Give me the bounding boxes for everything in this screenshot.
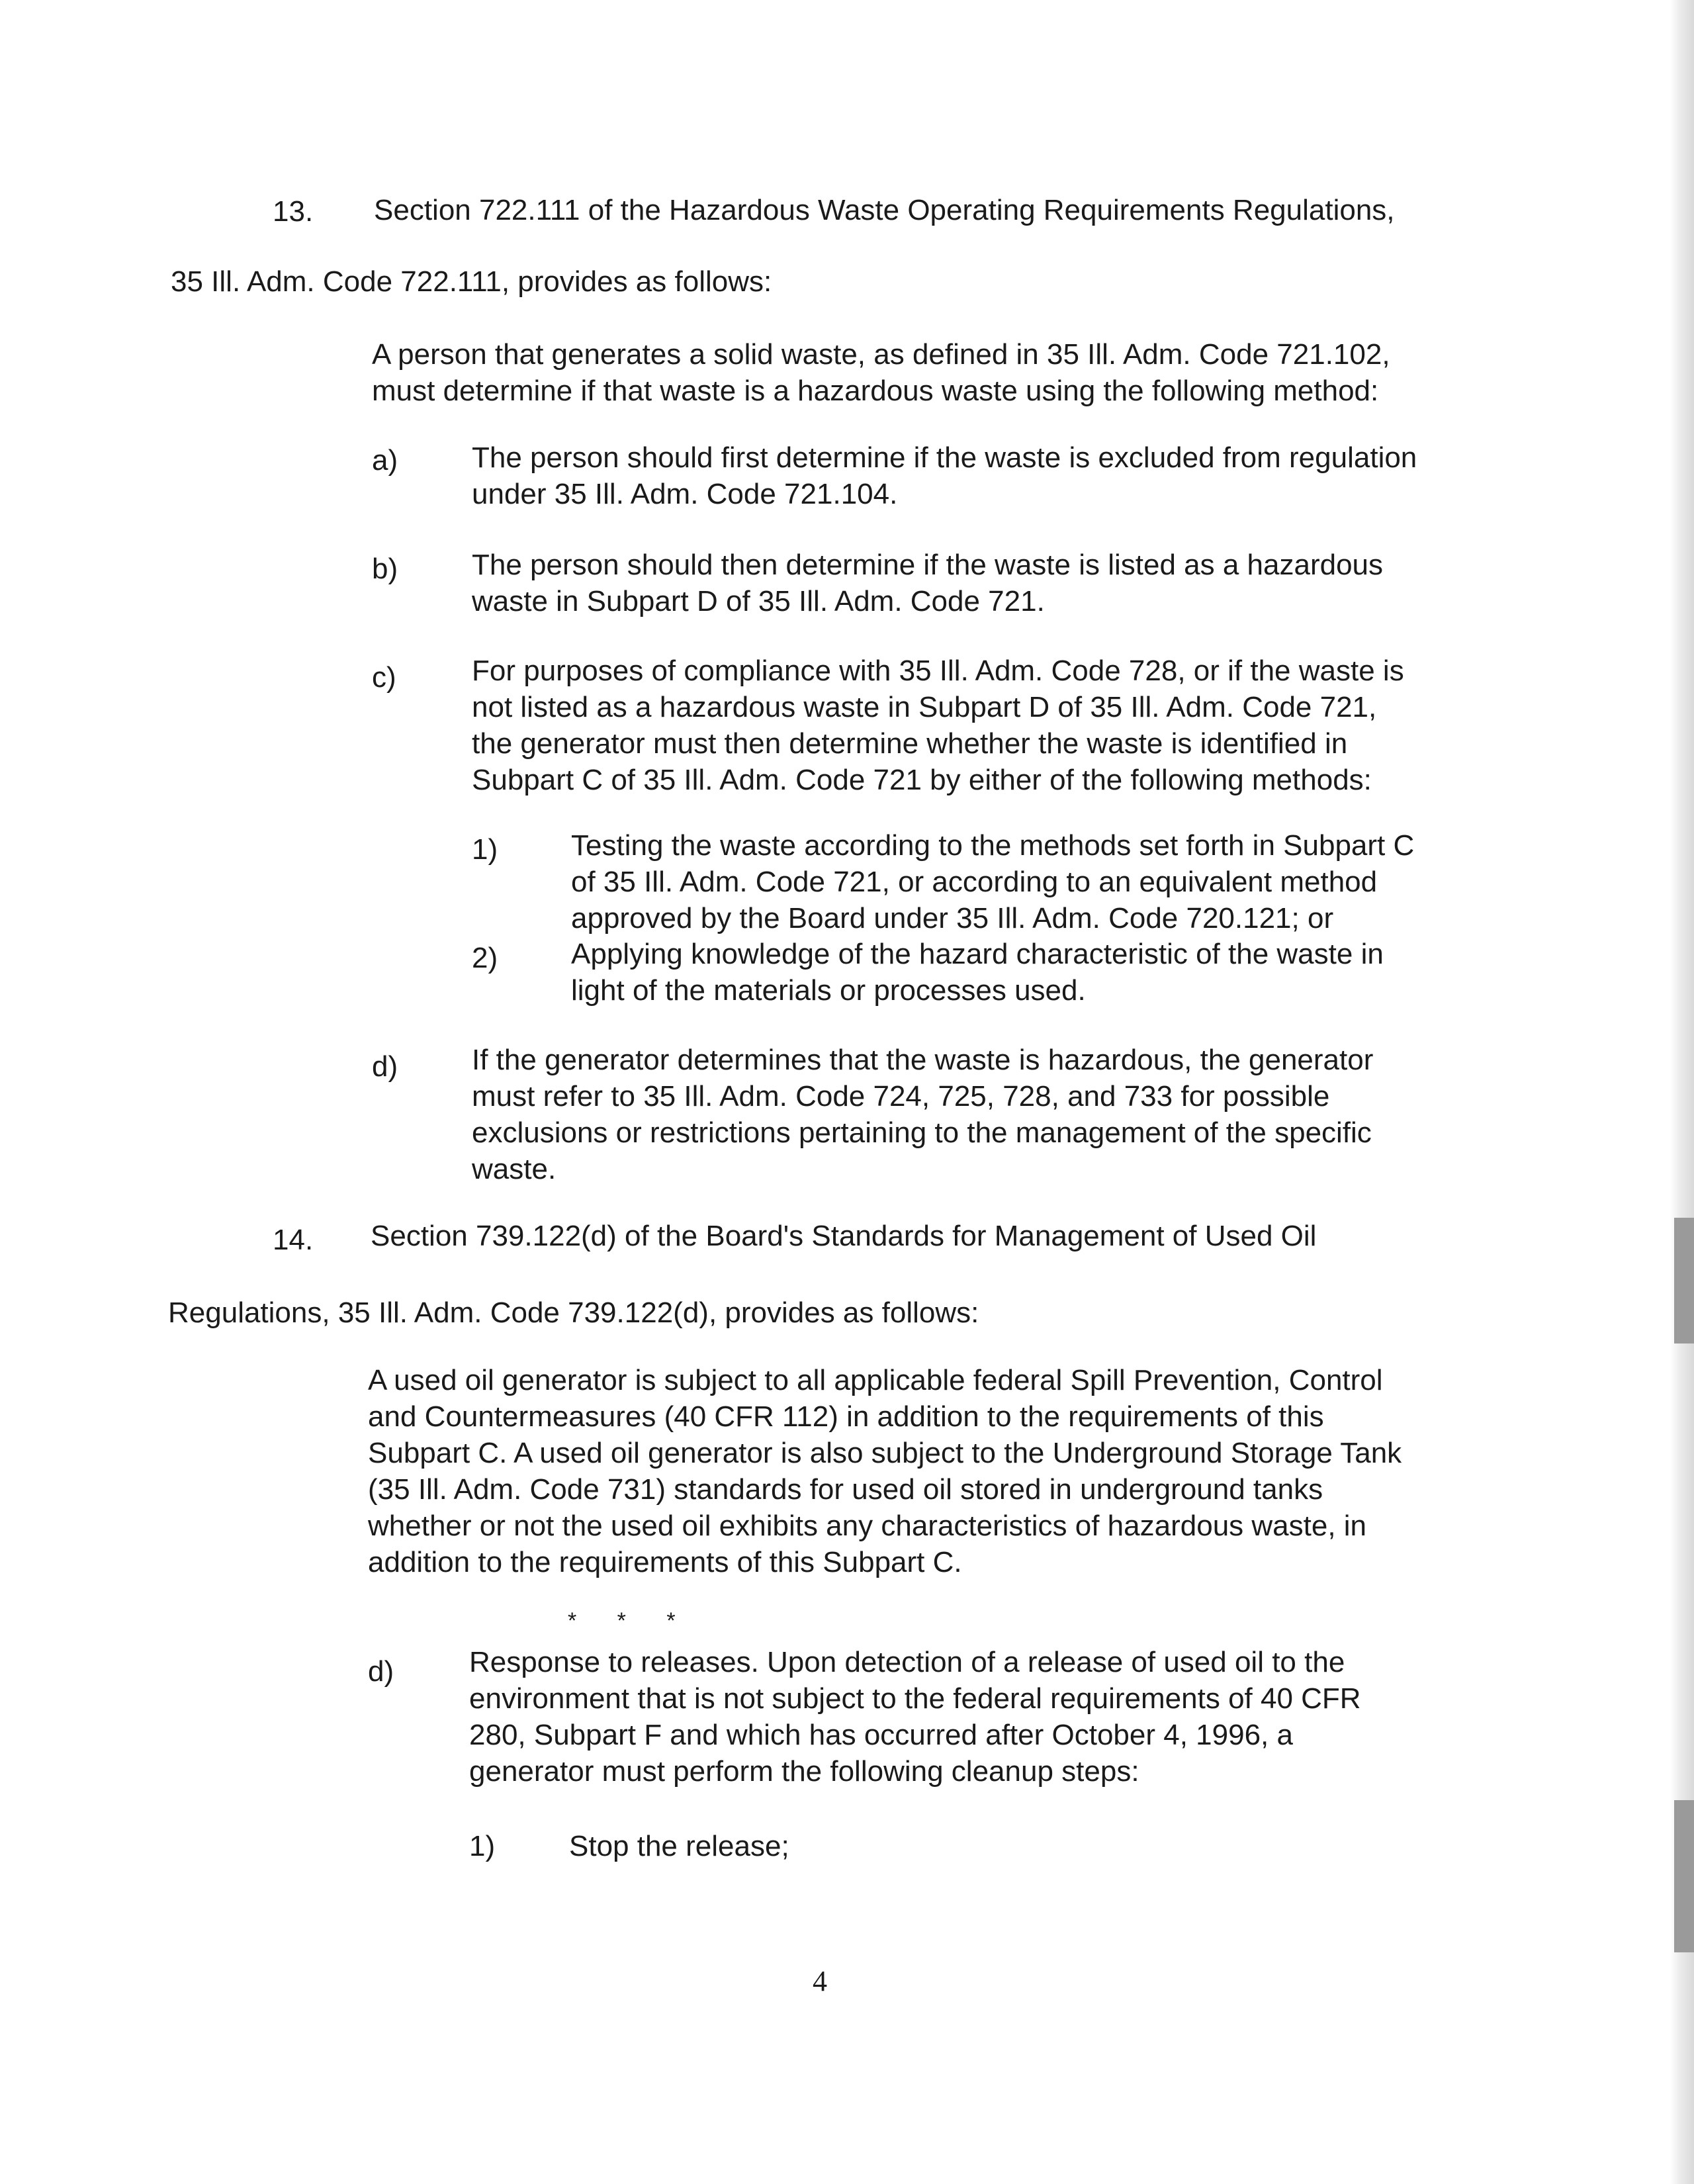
section-heading-continued: 35 Ill. Adm. Code 722.111, provides as follows: (171, 265, 772, 298)
subitem-text: Applying knowledge of the hazard characteristic of the waste in light of the materials or processes used. (571, 938, 1384, 1007)
item-text: If the generator determines that the waste is hazardous, the generator must refer to 35 Ill. Adm. Code 724, 725, 728, and 733 for possible exclusions or restrictions pertaining to the management of the specific waste. (472, 1044, 1374, 1185)
section-number: 13. (273, 195, 314, 228)
subitem-text: Testing the waste according to the methods set forth in Subpart C of 35 Ill. Adm. Code 721, or according to an equivalent method approved by the Board under 35 Ill. Adm. Code 720.121; or (571, 829, 1415, 934)
item-text: The person should then determine if the waste is listed as a hazardous waste in Subpart D of 35 Ill. Adm. Code 721. (472, 549, 1384, 617)
item-text: For purposes of compliance with 35 Ill. Adm. Code 728, or if the waste is not listed as a hazardous waste in Subpart D of 35 Ill. Adm. Code 721, the generator must then determine whether the waste is identified in Subpart C of 35 Ill. Adm. Code 721 by either of the following methods: (472, 655, 1404, 796)
item-label: b) (372, 553, 398, 585)
subitem-text: Stop the release; (569, 1830, 789, 1862)
subitem-label: 1) (469, 1830, 496, 1862)
item-label: d) (368, 1655, 394, 1688)
scan-edge-mark (1674, 1218, 1694, 1343)
quoted-intro: A used oil generator is subject to all applicable federal Spill Prevention, Control and Countermeasures (40 CFR 112) in addition to the requirements of this Subpart C. A used oil generator is also subject to the Underground Storage Tank (35 Ill. Adm. Code 731) standards for used oil stored in underground tanks whether or not the used oil exhibits any characteristics of hazardous waste, in addition to the requirements of this Subpart C. (368, 1364, 1402, 1578)
scan-edge-mark (1674, 1800, 1694, 1952)
section-heading: Section 739.122(d) of the Board's Standards for Management of Used Oil (371, 1220, 1317, 1252)
item-text: The person should first determine if the waste is excluded from regulation under 35 Ill. Adm. Code 721.104. (472, 441, 1417, 510)
section-heading: Section 722.111 of the Hazardous Waste Operating Requirements Regulations, (374, 194, 1395, 226)
subitem-label: 2) (472, 942, 498, 974)
item-label: a) (372, 444, 398, 477)
quoted-intro: A person that generates a solid waste, as defined in 35 Ill. Adm. Code 721.102, must determine if that waste is a hazardous waste using the following method: (372, 338, 1390, 407)
item-label: d) (372, 1050, 398, 1083)
subitem-label: 1) (472, 833, 498, 866)
ellipsis-marker: * * * (568, 1608, 693, 1633)
item-label: c) (372, 661, 396, 694)
section-heading-continued: Regulations, 35 Ill. Adm. Code 739.122(d), provides as follows: (168, 1297, 979, 1329)
section-number: 14. (273, 1224, 314, 1256)
page-number: 4 (813, 1965, 827, 1997)
item-text: Response to releases. Upon detection of a release of used oil to the environment that is not subject to the federal requirements of 40 CFR 280, Subpart F and which has occurred after October 4, 1996, a generator must perform the following cleanup steps: (469, 1646, 1361, 1788)
